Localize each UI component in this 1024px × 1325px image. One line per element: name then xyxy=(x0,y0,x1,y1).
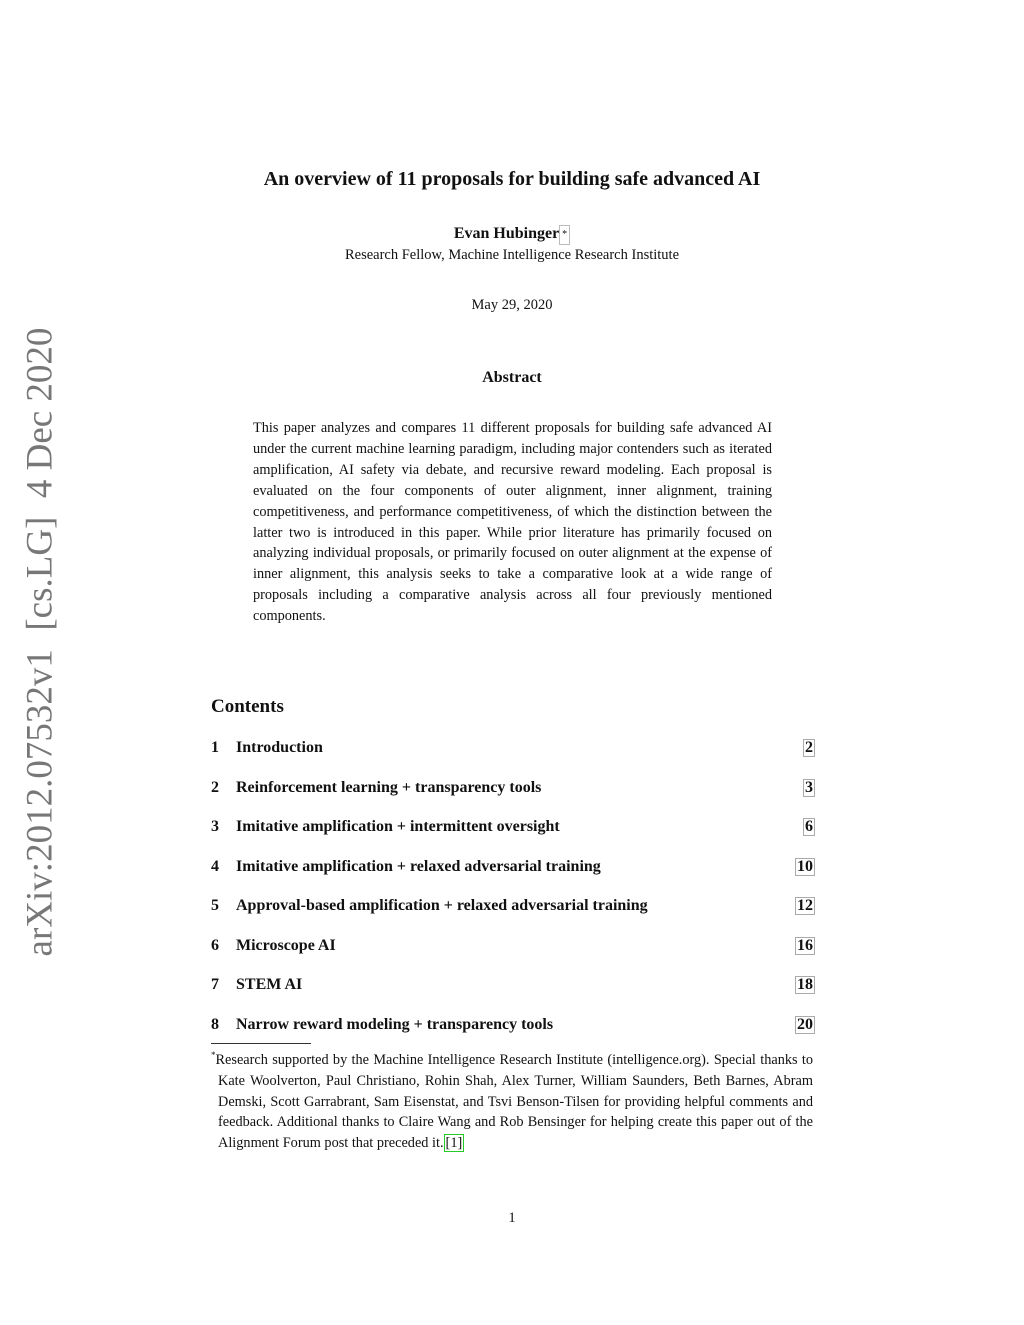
citation-number: 1 xyxy=(450,1135,458,1152)
toc-entry[interactable] xyxy=(211,737,815,759)
paper-title: An overview of 11 proposals for building safe advanced AI xyxy=(263,168,761,190)
toc-page-link[interactable]: 6 xyxy=(805,818,813,835)
footnote-mark: * xyxy=(211,1050,216,1060)
arxiv-identifier-stamp: arXiv:2012.07532v1 [cs.LG] 4 Dec 2020 xyxy=(19,327,61,957)
toc-section-title[interactable]: Microscope AI xyxy=(236,936,336,954)
author-affiliation: Research Fellow, Machine Intelligence Research Institute xyxy=(344,247,680,263)
toc-section-number: 3 xyxy=(211,818,219,835)
page-number: 1 xyxy=(508,1210,516,1226)
footnote-link[interactable]: * xyxy=(559,225,570,245)
toc-section-number: 4 xyxy=(211,857,219,875)
toc-section-title[interactable]: Approval-based amplification + relaxed adversarial training xyxy=(236,897,648,914)
contents-heading: Contents xyxy=(211,696,284,717)
footnote-text: Research supported by the Machine Intelligence Research Institute (intelligence.org). Special thanks to Kate Woolverton, Paul Christiano, Rohin Shah, Alex Turner, William Saunders, Beth Barnes, Abram Demski, Scott Garrabrant, Sam Eisenstat, and Tsvi Benson-Tilsen for providing helpful comments and feedback. Additional thanks to Claire Wang and Rob Bensinger for helping create this paper out of the Alignment Forum post that preceded it. xyxy=(215,1051,813,1152)
toc-page-link[interactable]: 3 xyxy=(805,778,813,796)
toc-section-title[interactable]: Reinforcement learning + transparency tools xyxy=(236,778,542,796)
toc-entry[interactable] xyxy=(211,974,815,996)
footnote xyxy=(211,1045,813,1154)
toc-section-title[interactable]: Narrow reward modeling + transparency tools xyxy=(236,1015,554,1033)
toc-section-title[interactable]: STEM AI xyxy=(236,976,303,993)
toc-page-link[interactable]: 12 xyxy=(797,897,813,914)
toc-entry[interactable] xyxy=(211,935,815,957)
paper-date: May 29, 2020 xyxy=(471,297,553,313)
toc-page-link[interactable]: 10 xyxy=(797,857,813,875)
author-name: Evan Hubinger xyxy=(453,225,560,242)
toc-entry[interactable] xyxy=(211,816,815,838)
toc-section-number: 2 xyxy=(211,778,219,796)
toc-page-link[interactable]: 20 xyxy=(797,1015,813,1033)
toc-entry[interactable] xyxy=(211,895,815,917)
toc-section-title[interactable]: Imitative amplification + relaxed adversarial training xyxy=(236,857,601,875)
author-line xyxy=(0,225,1024,245)
footnote-divider xyxy=(211,1043,311,1044)
toc-entry[interactable] xyxy=(211,856,815,878)
toc-section-title[interactable]: Imitative amplification + intermittent oversight xyxy=(236,818,560,835)
toc-section-title[interactable]: Introduction xyxy=(236,739,323,756)
abstract-text: This paper analyzes and compares 11 different proposals for building safe advanced AI under the current machine learning paradigm, including major contenders such as iterated amplification, AI safety via debate, and recursive reward modeling. Each proposal is evaluated on the four components of outer alignment, inner alignment, training competitiveness, and performance competitiveness, of which the distinction between the latter two is introduced in this paper. While prior literature has primarily focused on analyzing individual proposals, or primarily focused on outer alignment at the expense of inner alignment, this analysis seeks to take a comparative look at a wide range of proposals including a comparative analysis across all four previously mentioned components. xyxy=(253,420,772,625)
toc-entry[interactable] xyxy=(211,777,815,799)
toc-section-number: 1 xyxy=(211,739,219,756)
toc-page-link[interactable]: 16 xyxy=(797,936,813,954)
abstract-heading: Abstract xyxy=(482,369,542,386)
toc-section-number: 7 xyxy=(211,976,219,993)
citation-link[interactable]: [1] xyxy=(445,1135,463,1152)
toc-page-link[interactable]: 18 xyxy=(797,976,813,993)
toc-section-number: 8 xyxy=(211,1015,219,1033)
toc-section-number: 6 xyxy=(211,936,219,954)
toc-entry[interactable] xyxy=(211,1014,815,1036)
toc-section-number: 5 xyxy=(211,897,219,914)
toc-page-link[interactable]: 2 xyxy=(805,739,813,756)
